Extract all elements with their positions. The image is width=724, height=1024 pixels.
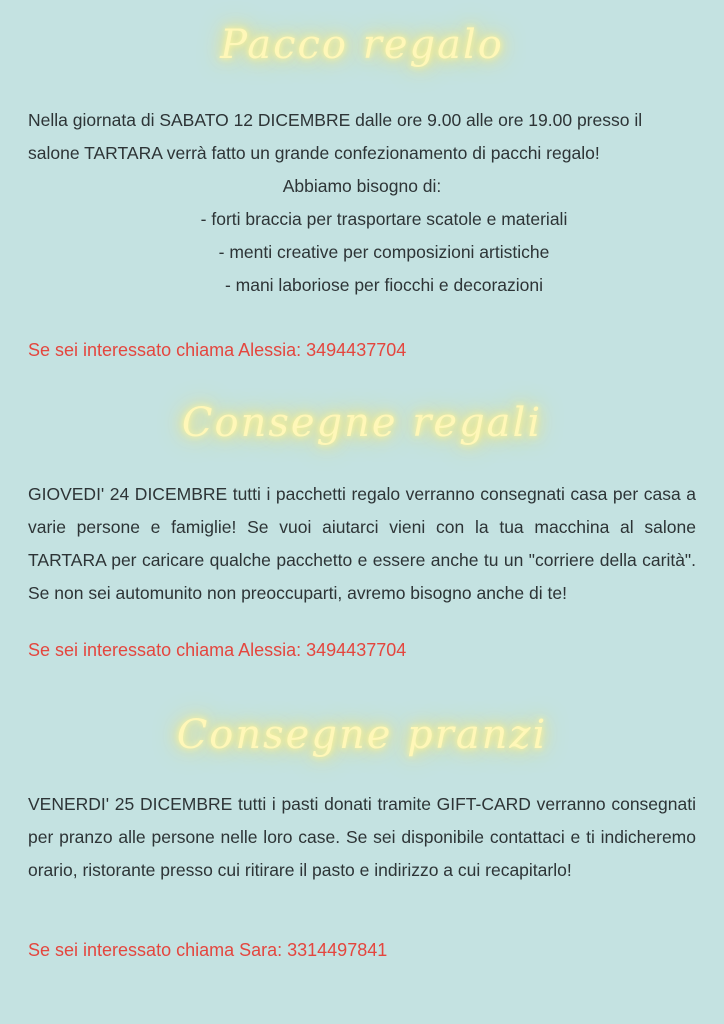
contact-line-alessia: Se sei interessato chiama Alessia: 3494437704 — [28, 640, 407, 660]
section-heading-consegne-pranzi: Consegne pranzi — [176, 712, 548, 758]
needs-item: - mani laboriose per fiocchi e decorazioni — [224, 275, 544, 295]
contact-line-sara: Se sei interessato chiama Sara: 3314497841 — [28, 940, 388, 960]
section-paragraph-consegne-regali: GIOVEDI' 24 DICEMBRE tutti i pacchetti regalo verranno consegnati casa per casa a varie persone e famiglie! Se vuoi aiutarci vieni con la tua macchina al salone TARTARA per caricare qualche pacchetto e essere anche tu un "corriere della carità". Se non sei automunito non preoccuparti, avremo bisogno anche di te! — [28, 484, 696, 603]
section-paragraph-consegne-pranzi: VENERDI' 25 DICEMBRE tutti i pasti donati tramite GIFT-CARD verranno consegnati per pranzo alle persone nelle loro case. Se sei disponibile contattaci e ti indicheremo orario, ristorante presso cui ritirare il pasto e indirizzo a cui recapitarlo! — [28, 794, 696, 880]
needs-item: - menti creative per composizioni artistiche — [218, 242, 550, 262]
contact-line-alessia: Se sei interessato chiama Alessia: 3494437704 — [28, 340, 407, 360]
section-heading-consegne-regali: Consegne regali — [181, 400, 543, 446]
paragraph-line: salone TARTARA verrà fatto un grande confezionamento di pacchi regalo! — [28, 143, 600, 163]
needs-item: - forti braccia per trasportare scatole e materiali — [200, 209, 568, 229]
section-paragraph-pacco-regalo — [28, 104, 696, 302]
needs-intro: Abbiamo bisogno di: — [282, 176, 442, 196]
section-heading-pacco-regalo: Pacco regalo — [220, 22, 504, 68]
paragraph-line: Nella giornata di SABATO 12 DICEMBRE dalle ore 9.00 alle ore 19.00 presso il — [28, 110, 643, 130]
